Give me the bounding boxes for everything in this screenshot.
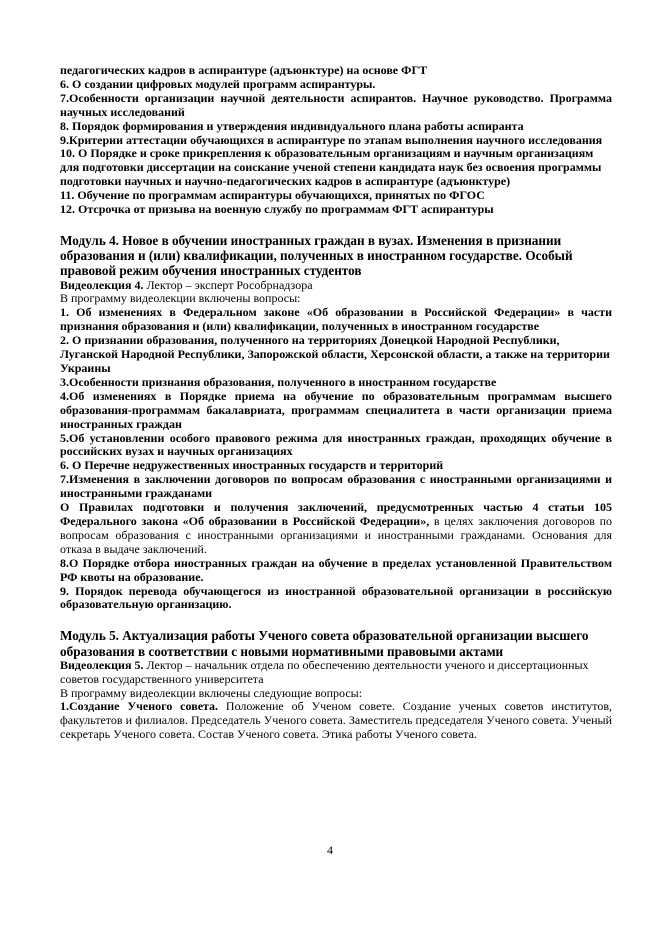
list-item: 7.Особенности организации научной деятельности аспирантов. Научное руководство. Программа научных исследований (60, 90, 612, 119)
rules-bold: О Правилах подготовки и получения заключений, предусмотренных частью 4 статьи 105 Федерального закона «Об образовании в Российской Федерации», (60, 500, 612, 528)
lecture-label: Видеолекция 5. (60, 657, 144, 672)
section-aspirantura-list (60, 64, 612, 217)
list-item: 4.Об изменениях в Порядке приема на обучение по образовательным программам высшего образования-программам бакалавриата, программам специалитета в части организации приема иностранных граждан (60, 388, 612, 431)
rules-text: в целях заключения договоров по вопросам образования с иностранными организациями и иностранными гражданами. Основания для отказа в выдаче заключений. (60, 513, 612, 556)
lecture-label: Видеолекция 4. (60, 277, 144, 292)
list-item: 1. Об изменениях в Федеральном законе «Об образовании в Российской Федерации» в части признания образования и (или) квалификации, полученных в иностранном государстве (60, 305, 612, 334)
list-item: 8. Порядок формирования и утверждения индивидуального плана работы аспиранта (60, 118, 524, 133)
item-text: Положение об Ученом совете. Создание ученых советов институтов, факультетов и филиалов. Председатель Ученого совета. Заместитель председателя Ученого совета. Ученый секретарь Ученого совета. Состав Ученого совета. Этика работы Ученого совета. (60, 699, 612, 742)
list-item: 11. Обучение по программам аспирантуры обучающихся, принятых по ФГОС (60, 188, 485, 203)
module-4-title: Модуль 4. Новое в обучении иностранных граждан в вузах. Изменения в признании образования и (или) квалификации, полученных в иностранном государстве. Особый правовой режим обучения иностранных студентов (60, 232, 573, 279)
page-number: 4 (327, 843, 333, 857)
list-item: 12. Отсрочка от призыва на военную службу по программам ФГТ аспирантуры (60, 202, 494, 217)
module-4-lecture (60, 279, 612, 293)
list-item: 6. О Перечне недружественных иностранных государств и территорий (60, 458, 444, 473)
document-page (60, 64, 612, 742)
list-item: 3.Особенности признания образования, полученного в иностранном государстве (60, 374, 497, 389)
list-item: 6. О создании цифровых модулей программ аспирантуры. (60, 76, 376, 91)
module-5-item-1 (60, 700, 612, 742)
lecture-text: Лектор – начальник отдела по обеспечению деятельности ученого и диссертационных советов государственного университета (60, 657, 589, 686)
module-4-rules (60, 501, 612, 557)
list-item: 10. О Порядке и сроке прикрепления к образовательным организациям и научным организациям для подготовки диссертации на соискание ученой степени кандидата наук без освоения программы подготовки научных и научно-педагогических кадров в аспирантуре (адъюнктуре) (60, 146, 602, 189)
list-item: 9.Критерии аттестации обучающихся в аспирантуре по этапам выполнения научного исследования (60, 132, 603, 147)
list-item: 7.Изменения в заключении договоров по вопросам образования с иностранными организациями и иностранными гражданами (60, 472, 612, 501)
module-5-title: Модуль 5. Актуализация работы Ученого совета образовательной организации высшего образования в соответствии с новыми нормативными правовыми актами (60, 628, 589, 659)
lecture-text: Лектор – эксперт Рособрнадзора (143, 277, 313, 292)
module-5-intro: В программу видеолекции включены следующие вопросы: (60, 685, 363, 700)
list-item: 5.Об установлении особого правового режима для иностранных граждан, проходящих обучение в российских вузах и научных организациях (60, 430, 612, 459)
list-item: 9. Порядок перевода обучающегося из иностранной образовательной организации в российскую образовательную организацию. (60, 583, 612, 612)
list-item: 8.О Порядке отбора иностранных граждан на обучение в пределах установленной Правительством РФ квоты на образование. (60, 555, 612, 584)
section-module-4 (60, 233, 612, 612)
list-item: 2. О признании образования, полученного на территориях Донецкой Народной Республики, Луганской Народной Республики, Запорожской области, Херсонской области, а также на территории Украины (60, 333, 610, 376)
list-item: педагогических кадров в аспирантуре (адъюнктуре) на основе ФГТ (60, 63, 428, 77)
module-4-intro: В программу видеолекции включены вопросы: (60, 291, 301, 306)
item-bold: 1.Создание Ученого совета. (60, 699, 219, 714)
section-module-5 (60, 628, 612, 742)
module-5-lecture (60, 659, 612, 687)
